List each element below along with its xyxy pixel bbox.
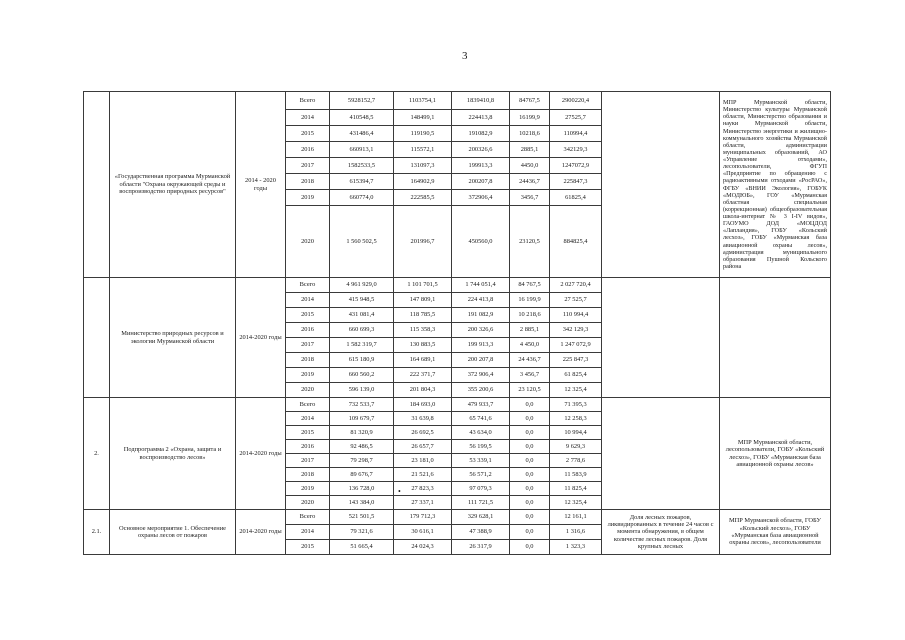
executors-text: МПР Мурманской области, лесопользователи, ГОБУ «Кольский лесхоз», ГОБУ «Мурманская база авиационной охраны лесов»: [720, 398, 831, 510]
year-label: 2019: [286, 482, 330, 496]
other-value: 11 825,4: [550, 482, 602, 496]
federal-value: 164 689,1: [394, 353, 452, 368]
other-value: 61 825,4: [550, 368, 602, 383]
local-value: 3456,7: [510, 190, 550, 206]
federal-value: 27 823,3: [394, 482, 452, 496]
year-label: 2019: [286, 368, 330, 383]
other-value: 12 325,4: [550, 496, 602, 510]
federal-value: 31 639,8: [394, 412, 452, 426]
other-value: 1 247 072,9: [550, 338, 602, 353]
table-row: [84, 278, 831, 293]
federal-value: 1103754,1: [394, 92, 452, 110]
federal-value: 115572,1: [394, 142, 452, 158]
regional-value: 355 200,6: [452, 383, 510, 398]
regional-value: 200 326,6: [452, 323, 510, 338]
local-value: 4 450,0: [510, 338, 550, 353]
year-label: 2017: [286, 158, 330, 174]
program-name: Подпрограмма 2 «Охрана, защита и воспроизводство лесов»: [110, 398, 236, 510]
local-value: 0,0: [510, 412, 550, 426]
other-value: 225 847,3: [550, 353, 602, 368]
program-period: 2014-2020 годы: [236, 398, 286, 510]
total-value: 660 699,3: [330, 323, 394, 338]
other-value: 10 994,4: [550, 426, 602, 440]
federal-value: 201 804,3: [394, 383, 452, 398]
year-label: 2020: [286, 206, 330, 278]
regional-value: 224413,8: [452, 110, 510, 126]
indicator-text: Доля лесных пожаров, ликвидированных в течение 24 часов с момента обнаружения, в общем количестве лесных пожаров. Доля крупных лесных: [602, 510, 720, 555]
local-value: 0,0: [510, 398, 550, 412]
regional-value: 191082,9: [452, 126, 510, 142]
table-row: [84, 92, 831, 110]
year-label: 2014: [286, 110, 330, 126]
local-value: 10218,6: [510, 126, 550, 142]
total-value: 1582533,5: [330, 158, 394, 174]
federal-value: 27 337,1: [394, 496, 452, 510]
regional-value: 53 339,1: [452, 454, 510, 468]
federal-value: 222585,5: [394, 190, 452, 206]
year-label: 2014: [286, 412, 330, 426]
executors-text: МПР Мурманской области, ГОБУ «Кольский лесхоз», ГОБУ «Мурманская база авиационной охраны лесов», лесопользователи: [720, 510, 831, 555]
federal-value: 222 371,7: [394, 368, 452, 383]
federal-value: 115 358,3: [394, 323, 452, 338]
federal-value: 201996,7: [394, 206, 452, 278]
federal-value: 30 616,1: [394, 525, 452, 540]
other-value: 27 525,7: [550, 293, 602, 308]
federal-value: 130 883,5: [394, 338, 452, 353]
year-label: Всего: [286, 510, 330, 525]
total-value: 596 139,0: [330, 383, 394, 398]
program-name: «Государственная программа Мурманской области "Охрана окружающей среды и воспроизводство природных ресурсов": [110, 92, 236, 278]
other-value: 71 395,3: [550, 398, 602, 412]
regional-value: 1 744 051,4: [452, 278, 510, 293]
other-value: 884825,4: [550, 206, 602, 278]
indicator-text: [602, 278, 720, 398]
other-value: 1247072,9: [550, 158, 602, 174]
regional-value: 47 388,9: [452, 525, 510, 540]
program-period: 2014-2020 годы: [236, 278, 286, 398]
federal-value: 26 692,5: [394, 426, 452, 440]
executors-text: [720, 278, 831, 398]
total-value: 81 320,9: [330, 426, 394, 440]
local-value: 2 885,1: [510, 323, 550, 338]
total-value: 1 560 502,5: [330, 206, 394, 278]
total-value: 615394,7: [330, 174, 394, 190]
regional-value: 224 413,8: [452, 293, 510, 308]
stray-mark: •: [398, 487, 401, 496]
total-value: 92 486,5: [330, 440, 394, 454]
local-value: 84 767,5: [510, 278, 550, 293]
regional-value: 372 906,4: [452, 368, 510, 383]
regional-value: 372906,4: [452, 190, 510, 206]
federal-value: 119190,5: [394, 126, 452, 142]
year-label: 2015: [286, 426, 330, 440]
other-value: 9 629,3: [550, 440, 602, 454]
local-value: 3 456,7: [510, 368, 550, 383]
federal-value: 21 521,6: [394, 468, 452, 482]
other-value: 342129,3: [550, 142, 602, 158]
regional-value: 479 933,7: [452, 398, 510, 412]
federal-value: 131097,3: [394, 158, 452, 174]
local-value: 23120,5: [510, 206, 550, 278]
local-value: 16 199,9: [510, 293, 550, 308]
table-body: [84, 92, 831, 555]
federal-value: 26 657,7: [394, 440, 452, 454]
year-label: 2018: [286, 353, 330, 368]
local-value: 0,0: [510, 496, 550, 510]
row-number: 2.1.: [84, 510, 110, 555]
regional-value: 56 571,2: [452, 468, 510, 482]
regional-value: 191 082,9: [452, 308, 510, 323]
total-value: 51 665,4: [330, 540, 394, 555]
local-value: 2885,1: [510, 142, 550, 158]
program-name: Министерство природных ресурсов и экологии Мурманской области: [110, 278, 236, 398]
federal-value: 179 712,3: [394, 510, 452, 525]
regional-value: 43 634,0: [452, 426, 510, 440]
total-value: 79 321,6: [330, 525, 394, 540]
regional-value: 26 317,9: [452, 540, 510, 555]
regional-value: 200 207,8: [452, 353, 510, 368]
page-number: 3: [462, 50, 468, 62]
local-value: 0,0: [510, 426, 550, 440]
executors-text: МПР Мурманской области, Министерство культуры Мурманской области, Министерство образования и науки Мурманской области, Министерство энергетики и жилищно-коммунального хозяйства Мурманской области, администрации муниципальных образований, АО «Управление отходами», лесопользователи, ФГУП «Предприятие по обращению с радиоактивными отходами «РосРАО», ФГБУ «ВНИИ Экология», ГОБУК «МОДЮБ», ГОУ «Мурманская областная специальная (коррекционная) общеобразовательная школа-интернат № 3 I-IV видов», ГАОУМО ДОД «МОЦДОД «Лапландия», ГОБУ «Кольский лесхоз», ГОБУ «Мурманская база авиационной охраны лесов», администрация муниципального образования Пушной Кольского района: [720, 92, 831, 278]
total-value: 431486,4: [330, 126, 394, 142]
local-value: 0,0: [510, 482, 550, 496]
other-value: 2 778,6: [550, 454, 602, 468]
total-value: 660913,1: [330, 142, 394, 158]
regional-value: 199 913,3: [452, 338, 510, 353]
other-value: 12 161,1: [550, 510, 602, 525]
program-finance-table: [83, 91, 831, 555]
other-value: 11 583,9: [550, 468, 602, 482]
total-value: 89 676,7: [330, 468, 394, 482]
year-label: 2020: [286, 383, 330, 398]
federal-value: 23 181,0: [394, 454, 452, 468]
year-label: Всего: [286, 92, 330, 110]
local-value: 4450,0: [510, 158, 550, 174]
federal-value: 147 809,1: [394, 293, 452, 308]
program-name: Основное мероприятие 1. Обеспечение охраны лесов от пожаров: [110, 510, 236, 555]
year-label: 2016: [286, 440, 330, 454]
local-value: 0,0: [510, 510, 550, 525]
total-value: 431 081,4: [330, 308, 394, 323]
other-value: 12 258,3: [550, 412, 602, 426]
year-label: 2019: [286, 190, 330, 206]
year-label: 2016: [286, 323, 330, 338]
total-value: 521 501,5: [330, 510, 394, 525]
local-value: 0,0: [510, 540, 550, 555]
total-value: 109 679,7: [330, 412, 394, 426]
year-label: 2014: [286, 525, 330, 540]
regional-value: 97 079,3: [452, 482, 510, 496]
total-value: 143 384,0: [330, 496, 394, 510]
total-value: 4 961 929,0: [330, 278, 394, 293]
federal-value: 164902,9: [394, 174, 452, 190]
other-value: 110 994,4: [550, 308, 602, 323]
total-value: 5928152,7: [330, 92, 394, 110]
year-label: 2017: [286, 338, 330, 353]
local-value: 23 120,5: [510, 383, 550, 398]
row-number: [84, 278, 110, 398]
other-value: 225847,3: [550, 174, 602, 190]
total-value: 410548,5: [330, 110, 394, 126]
year-label: Всего: [286, 398, 330, 412]
other-value: 1 316,6: [550, 525, 602, 540]
regional-value: 200326,6: [452, 142, 510, 158]
federal-value: 118 785,5: [394, 308, 452, 323]
other-value: 342 129,3: [550, 323, 602, 338]
total-value: 1 582 319,7: [330, 338, 394, 353]
local-value: 0,0: [510, 525, 550, 540]
local-value: 16199,9: [510, 110, 550, 126]
total-value: 660774,0: [330, 190, 394, 206]
local-value: 24436,7: [510, 174, 550, 190]
total-value: 732 533,7: [330, 398, 394, 412]
regional-value: 199913,3: [452, 158, 510, 174]
local-value: 24 436,7: [510, 353, 550, 368]
indicator-text: [602, 398, 720, 510]
year-label: 2018: [286, 468, 330, 482]
local-value: 0,0: [510, 440, 550, 454]
total-value: 79 298,7: [330, 454, 394, 468]
other-value: 2 027 720,4: [550, 278, 602, 293]
row-number: 2.: [84, 398, 110, 510]
year-label: 2016: [286, 142, 330, 158]
other-value: 110994,4: [550, 126, 602, 142]
local-value: 0,0: [510, 468, 550, 482]
total-value: 615 180,9: [330, 353, 394, 368]
local-value: 10 218,6: [510, 308, 550, 323]
federal-value: 1 101 701,5: [394, 278, 452, 293]
other-value: 12 325,4: [550, 383, 602, 398]
year-label: 2014: [286, 293, 330, 308]
year-label: 2015: [286, 540, 330, 555]
table-row: [84, 510, 831, 525]
regional-value: 1839410,8: [452, 92, 510, 110]
regional-value: 56 199,5: [452, 440, 510, 454]
table-row: [84, 398, 831, 412]
regional-value: 65 741,6: [452, 412, 510, 426]
regional-value: 450560,0: [452, 206, 510, 278]
federal-value: 184 693,0: [394, 398, 452, 412]
year-label: 2015: [286, 126, 330, 142]
regional-value: 329 628,1: [452, 510, 510, 525]
other-value: 2900220,4: [550, 92, 602, 110]
program-period: 2014 - 2020 годы: [236, 92, 286, 278]
local-value: 0,0: [510, 454, 550, 468]
total-value: 660 560,2: [330, 368, 394, 383]
year-label: 2018: [286, 174, 330, 190]
regional-value: 111 721,5: [452, 496, 510, 510]
year-label: Всего: [286, 278, 330, 293]
row-number: [84, 92, 110, 278]
year-label: 2017: [286, 454, 330, 468]
year-label: 2015: [286, 308, 330, 323]
other-value: 27525,7: [550, 110, 602, 126]
federal-value: 148499,1: [394, 110, 452, 126]
program-period: 2014-2020 годы: [236, 510, 286, 555]
total-value: 415 948,5: [330, 293, 394, 308]
total-value: 136 728,0: [330, 482, 394, 496]
indicator-text: [602, 92, 720, 278]
other-value: 61825,4: [550, 190, 602, 206]
other-value: 1 323,3: [550, 540, 602, 555]
year-label: 2020: [286, 496, 330, 510]
local-value: 84767,5: [510, 92, 550, 110]
regional-value: 200207,8: [452, 174, 510, 190]
federal-value: 24 024,3: [394, 540, 452, 555]
